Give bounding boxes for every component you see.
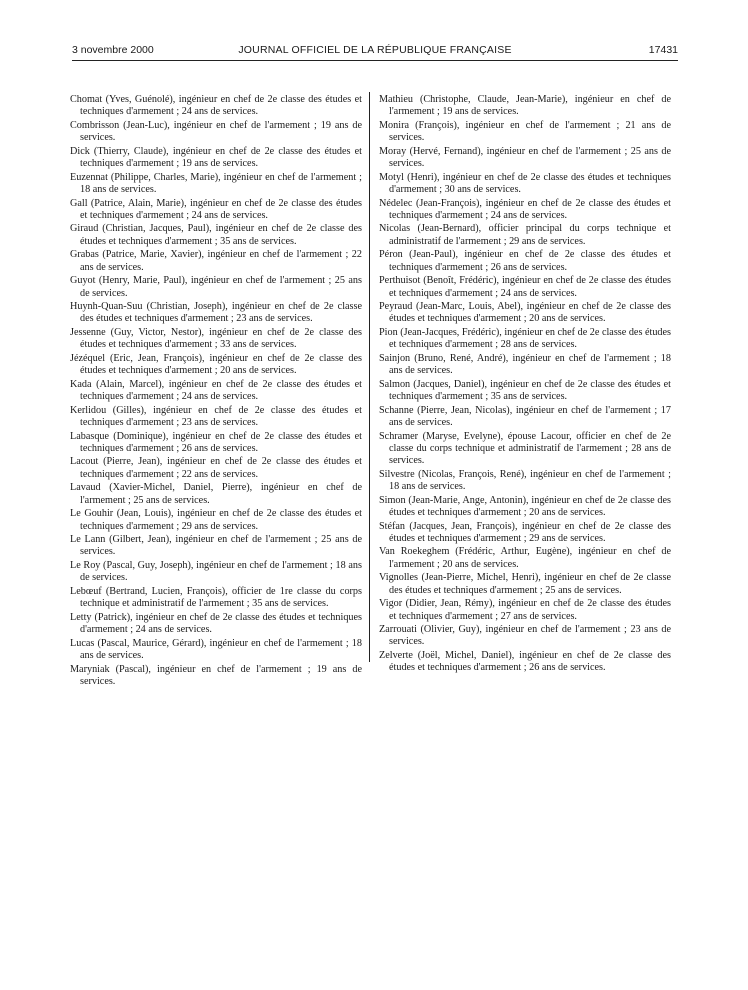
list-item: Combrisson (Jean-Luc), ingénieur en chef de l'armement ; 19 ans de services.	[70, 119, 362, 144]
list-item: Letty (Patrick), ingénieur en chef de 2e classe des études et techniques d'armement ; 24 ans de services.	[70, 611, 362, 636]
list-item: Euzennat (Philippe, Charles, Marie), ingénieur en chef de l'armement ; 18 ans de services.	[70, 171, 362, 195]
list-item: Lavaud (Xavier-Michel, Daniel, Pierre), ingénieur en chef de l'armement ; 25 ans de services.	[70, 482, 362, 506]
list-item: Dick (Thierry, Claude), ingénieur en chef de 2e classe des études et techniques d'armement ; 19 ans de services.	[70, 145, 362, 170]
list-item: Le Lann (Gilbert, Jean), ingénieur en chef de l'armement ; 25 ans de services.	[70, 534, 362, 558]
list-item: Zarrouati (Olivier, Guy), ingénieur en chef de l'armement ; 23 ans de services.	[379, 624, 671, 648]
list-item: Zelverte (Joël, Michel, Daniel), ingénieur en chef de 2e classe des études et techniques d'armement ; 26 ans de services.	[379, 650, 671, 674]
list-item: Le Gouhir (Jean, Louis), ingénieur en chef de 2e classe des études et techniques d'armement ; 29 ans de services.	[70, 508, 362, 532]
header-rule	[72, 60, 678, 61]
list-item: Nicolas (Jean-Bernard), officier principal du corps technique et administratif de l'armement ; 29 ans de services.	[379, 223, 671, 247]
list-item: Grabas (Patrice, Marie, Xavier), ingénieur en chef de l'armement ; 22 ans de services.	[70, 249, 362, 273]
list-item: Le Roy (Pascal, Guy, Joseph), ingénieur en chef de l'armement ; 18 ans de services.	[70, 560, 362, 584]
page-header	[72, 44, 678, 58]
header-date: 3 novembre 2000	[72, 44, 154, 56]
list-item: Mathieu (Christophe, Claude, Jean-Marie), ingénieur en chef de l'armement ; 19 ans de services.	[379, 94, 671, 118]
list-item: Van Roekeghem (Frédéric, Arthur, Eugène), ingénieur en chef de l'armement ; 20 ans de services.	[379, 546, 671, 570]
list-item: Motyl (Henri), ingénieur en chef de 2e classe des études et techniques d'armement ; 30 ans de services.	[379, 171, 671, 195]
list-item: Lebœuf (Bertrand, Lucien, François), officier de 1re classe du corps technique et administratif de l'armement ; 35 ans de services.	[70, 585, 362, 610]
list-item: Perthuisot (Benoît, Frédéric), ingénieur en chef de 2e classe des études et techniques d'armement ; 24 ans de services.	[379, 275, 671, 299]
list-item: Monira (François), ingénieur en chef de l'armement ; 21 ans de services.	[379, 119, 671, 144]
right-column	[379, 94, 671, 676]
list-item: Lacout (Pierre, Jean), ingénieur en chef de 2e classe des études et techniques d'armement ; 22 ans de services.	[70, 456, 362, 480]
left-column	[70, 94, 362, 689]
list-item: Moray (Hervé, Fernand), ingénieur en chef de l'armement ; 25 ans de services.	[379, 145, 671, 170]
list-item: Lucas (Pascal, Maurice, Gérard), ingénieur en chef de l'armement ; 18 ans de services.	[70, 637, 362, 661]
page-number: 17431	[648, 44, 678, 56]
list-item: Jézéquel (Eric, Jean, François), ingénieur en chef de 2e classe des études et techniques d'armement ; 20 ans de services.	[70, 352, 362, 377]
column-divider	[369, 92, 370, 662]
journal-title: JOURNAL OFFICIEL DE LA RÉPUBLIQUE FRANÇAISE	[238, 44, 512, 56]
list-item: Pion (Jean-Jacques, Frédéric), ingénieur en chef de 2e classe des études et techniques d'armement ; 28 ans de services.	[379, 327, 671, 351]
list-item: Guyot (Henry, Marie, Paul), ingénieur en chef de l'armement ; 25 ans de services.	[70, 275, 362, 299]
list-item: Giraud (Christian, Jacques, Paul), ingénieur en chef de 2e classe des études et techniques d'armement ; 35 ans de services.	[70, 223, 362, 247]
list-item: Silvestre (Nicolas, François, René), ingénieur en chef de l'armement ; 18 ans de services.	[379, 468, 671, 493]
list-item: Jessenne (Guy, Victor, Nestor), ingénieur en chef de 2e classe des études et techniques d'armement ; 33 ans de services.	[70, 327, 362, 351]
list-item: Sainjon (Bruno, René, André), ingénieur en chef de l'armement ; 18 ans de services.	[379, 352, 671, 377]
list-item: Kada (Alain, Marcel), ingénieur en chef de 2e classe des études et techniques d'armement ; 24 ans de services.	[70, 378, 362, 403]
list-item: Labasque (Dominique), ingénieur en chef de 2e classe des études et techniques d'armement ; 26 ans de services.	[70, 430, 362, 454]
list-item: Simon (Jean-Marie, Ange, Antonin), ingénieur en chef de 2e classe des études et techniques d'armement ; 20 ans de services.	[379, 494, 671, 518]
list-item: Peyraud (Jean-Marc, Louis, Abel), ingénieur en chef de 2e classe des études et techniques d'armement ; 20 ans de services.	[379, 301, 671, 325]
list-item: Schanne (Pierre, Jean, Nicolas), ingénieur en chef de l'armement ; 17 ans de services.	[379, 404, 671, 428]
list-item: Vignolles (Jean-Pierre, Michel, Henri), ingénieur en chef de 2e classe des études et techniques d'armement ; 25 ans de services.	[379, 572, 671, 596]
list-item: Huynh-Quan-Suu (Christian, Joseph), ingénieur en chef de 2e classe des études et techniques d'armement ; 23 ans de services.	[70, 301, 362, 325]
list-item: Stéfan (Jacques, Jean, François), ingénieur en chef de 2e classe des études et techniques d'armement ; 29 ans de services.	[379, 520, 671, 544]
list-item: Kerlidou (Gilles), ingénieur en chef de 2e classe des études et techniques d'armement ; 23 ans de services.	[70, 404, 362, 428]
list-item: Maryniak (Pascal), ingénieur en chef de l'armement ; 19 ans de services.	[70, 663, 362, 687]
list-item: Salmon (Jacques, Daniel), ingénieur en chef de 2e classe des études et techniques d'armement ; 35 ans de services.	[379, 378, 671, 403]
list-item: Schramer (Maryse, Evelyne), épouse Lacour, officier en chef de 2e classe du corps technique et administratif de l'armement ; 28 ans de services.	[379, 430, 671, 467]
list-item: Chomat (Yves, Guénolé), ingénieur en chef de 2e classe des études et techniques d'armement ; 24 ans de services.	[70, 94, 362, 118]
list-item: Nédelec (Jean-François), ingénieur en chef de 2e classe des études et techniques d'armement ; 24 ans de services.	[379, 197, 671, 221]
list-item: Gall (Patrice, Alain, Marie), ingénieur en chef de 2e classe des études et techniques d'armement ; 24 ans de services.	[70, 197, 362, 221]
list-item: Péron (Jean-Paul), ingénieur en chef de 2e classe des études et techniques d'armement ; 26 ans de services.	[379, 249, 671, 273]
list-item: Vigor (Didier, Jean, Rémy), ingénieur en chef de 2e classe des études et techniques d'armement ; 27 ans de services.	[379, 598, 671, 622]
